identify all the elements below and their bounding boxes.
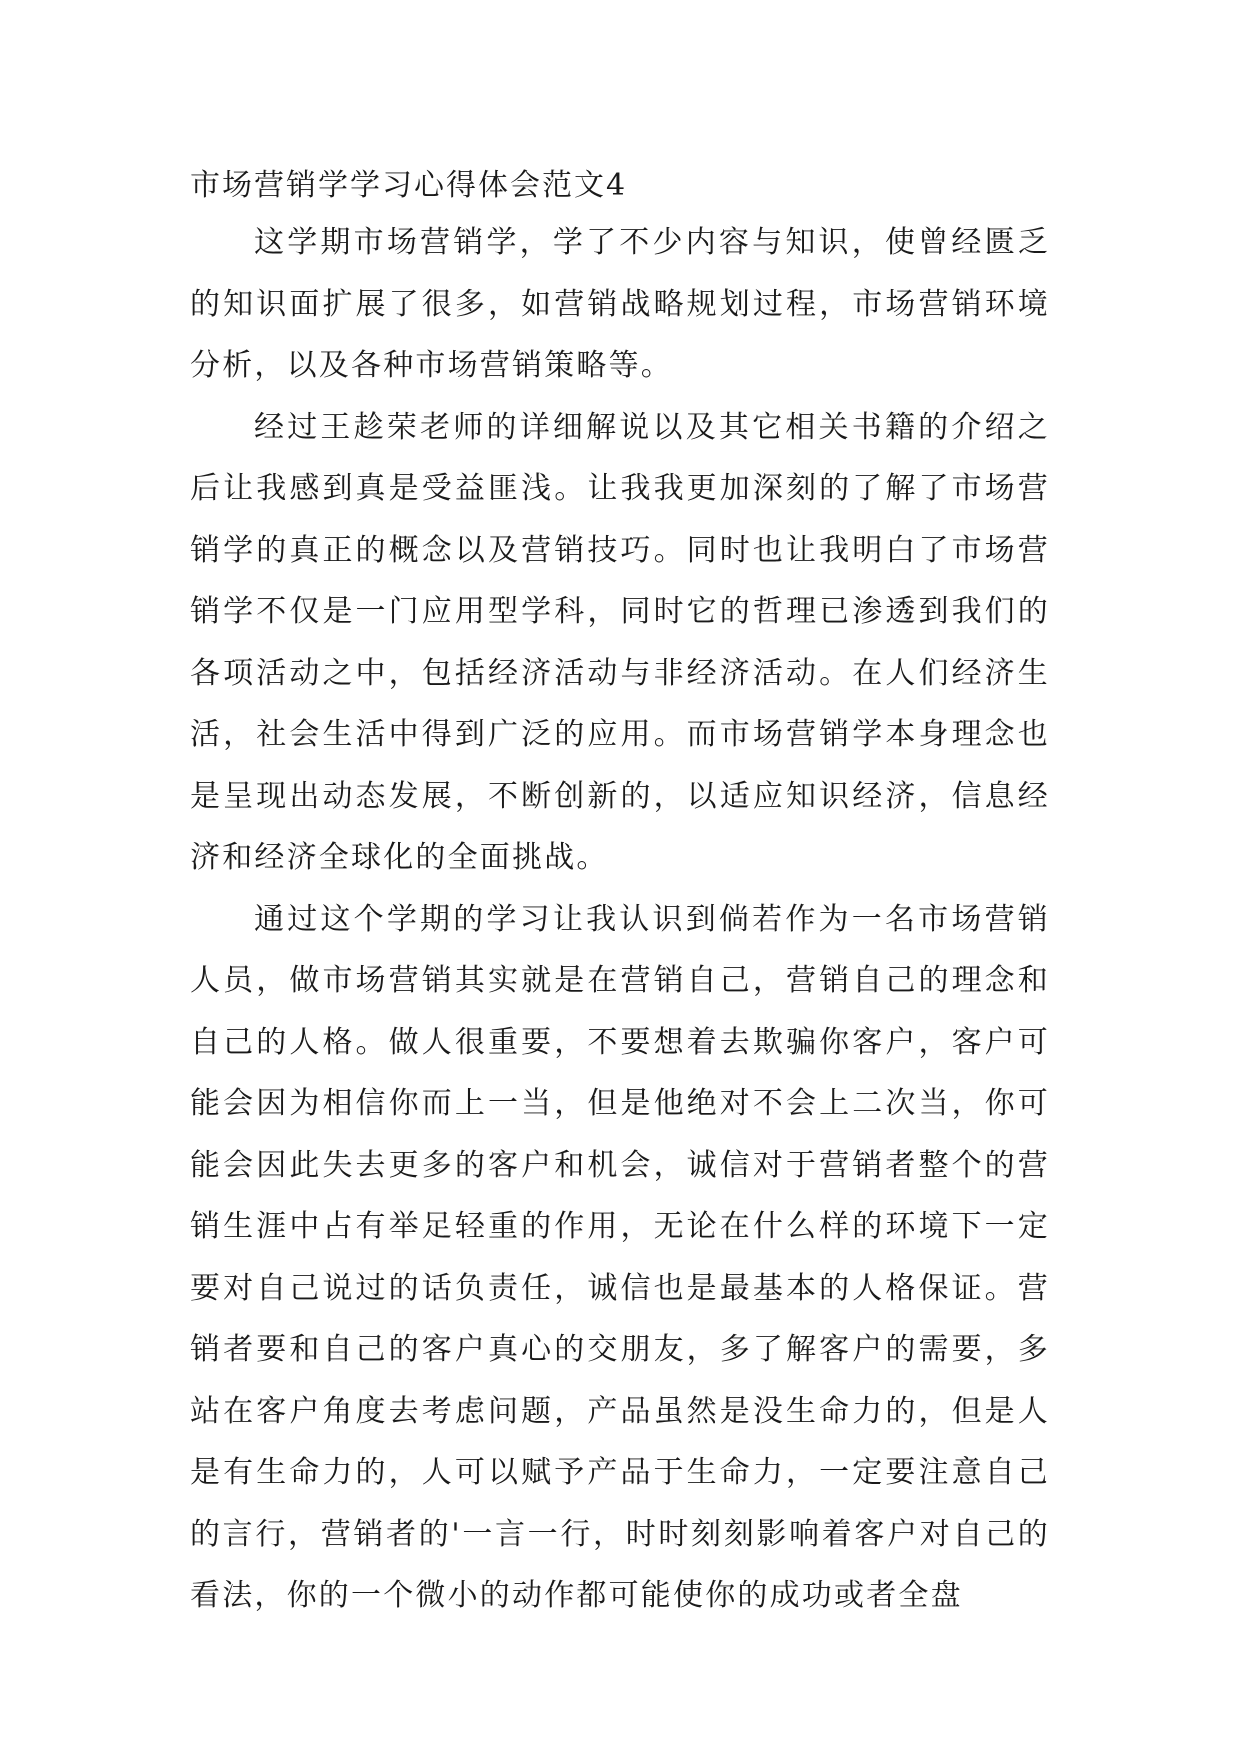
document-title: 市场营销学学习心得体会范文4 xyxy=(190,168,628,203)
paragraph-1: 这学期市场营销学，学了不少内容与知识，使曾经匮乏的知识面扩展了很多，如营销战略规划过程，市场营销环境分析，以及各种市场营销策略等。 xyxy=(190,225,1050,383)
paragraph-2: 经过王趁荣老师的详细解说以及其它相关书籍的介绍之后让我感到真是受益匪浅。让我我更加深刻的了解了市场营销学的真正的概念以及营销技巧。同时也让我明白了市场营销学不仅是一门应用型学科，同时它的哲理已渗透到我们的各项活动之中，包括经济活动与非经济活动。在人们经济生活，社会生活中得到广泛的应用。而市场营销学本身理念也是呈现出动态发展，不断创新的，以适应知识经济，信息经济和经济全球化的全面挑战。 xyxy=(190,409,1050,875)
paragraph-3: 通过这个学期的学习让我认识到倘若作为一名市场营销人员，做市场营销其实就是在营销自己，营销自己的理念和自己的人格。做人很重要，不要想着去欺骗你客户，客户可能会因为相信你而上一当，但是他绝对不会上二次当，你可能会因此失去更多的客户和机会，诚信对于营销者整个的营销生涯中占有举足轻重的作用，无论在什么样的环境下一定要对自己说过的话负责任，诚信也是最基本的人格保证。营销者要和自己的客户真心的交朋友，多了解客户的需要，多站在客户角度去考虑问题，产品虽然是没生命力的，但是人是有生命力的，人可以赋予产品于生命力，一定要注意自己的言行，营销者的'一言一行，时时刻刻影响着客户对自己的看法，你的一个微小的动作都可能使你的成功或者全盘 xyxy=(190,901,1050,1613)
document-body xyxy=(190,160,1050,1627)
